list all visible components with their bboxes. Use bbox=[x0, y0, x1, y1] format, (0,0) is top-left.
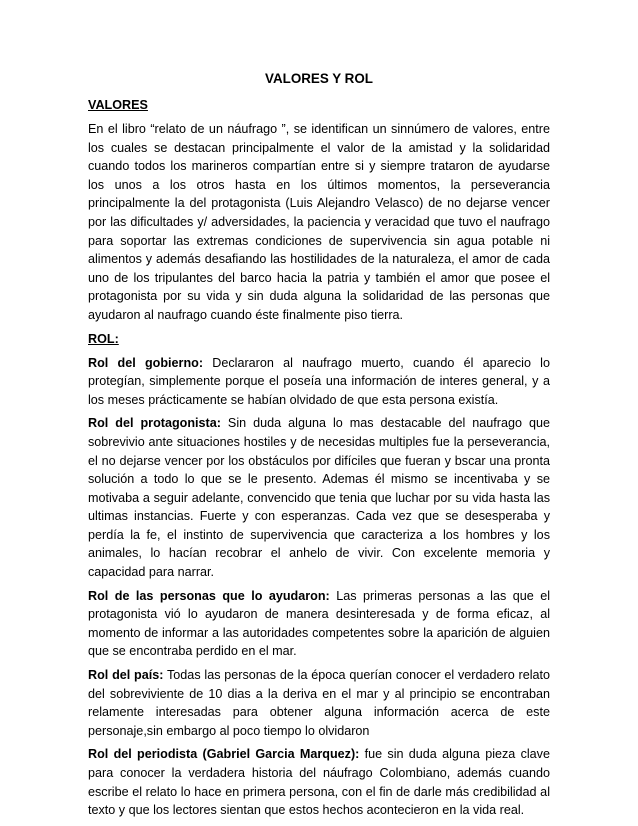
rol-periodista-text: fue sin duda alguna pieza clave para conocer la verdadera historia del náufrago Colombiano, además cuando escribe el relato lo hace en primera persona, con el fin de darle más credibilidad al texto y que los lectores sientan que estos hechos acontecieron en la vida real. bbox=[88, 747, 550, 818]
rol-protagonista-text: Sin duda alguna lo mas destacable del naufrago que sobrevivio ante situaciones hostiles y de necesidas multiples fue la perseverancia, el no dejarse vencer por los obstáculos por difíciles que fueran y bscar una pronta solución a todo lo que se le presento. Ademas él mismo se incentivaba y se motivaba a seguir adelante, convencido que tenia que luchar por su vida hasta las ultimas instancias. Fuerte y con esperanzas. Cada vez que se desesperaba y perdía la fe, el instinto de supervivencia que caracteriza a los hombres y los animales, lo hacían recobrar el anhelo de vivir. Con excelente memoria y capacidad para narrar. bbox=[88, 416, 550, 580]
rol-personas-paragraph bbox=[88, 587, 550, 661]
rol-periodista-paragraph bbox=[88, 745, 550, 819]
document-title: VALORES Y ROL bbox=[265, 71, 373, 86]
rol-gobierno-label: Rol del gobierno: bbox=[88, 355, 204, 370]
rol-pais-paragraph bbox=[88, 666, 550, 740]
valores-paragraph: En el libro “relato de un náufrago ”, se identifican un sinnúmero de valores, entre los cuales se destacan principalmente el valor de la amistad y la solidaridad cuando todos los marineros compartían entre si y siempre trataron de ayudarse los unos a los otros hasta en los últimos momentos, la perseverancia principalmente la del protagonista (Luis Alejandro Velasco) de no dejarse vencer por las dificultades y/ adversidades, la paciencia y veracidad que tuvo el naufrago para soportar las extremas condiciones de supervivencia sin agua potable ni alimentos y además desafiando las hostilidades de la naturaleza, el amor de cada uno de los tripulantes del barco hacia la patria y también el amor que posee el protagonista por su vida y sin duda alguna la solidaridad de las personas que ayudaron al naufrago cuando éste finalmente piso tierra. bbox=[88, 122, 550, 322]
rol-protagonista-paragraph bbox=[88, 414, 550, 581]
rol-periodista-label: Rol del periodista (Gabriel Garcia Marquez): bbox=[88, 747, 360, 762]
rol-gobierno-text: Declararon al naufrago muerto, cuando él aparecio lo protegían, simplemente porque el poseía una información de interes general, y a los meses prácticamente se habían olvidado de que esta persona existía. bbox=[88, 355, 550, 407]
rol-pais-text: Todas las personas de la época querían conocer el verdadero relato del sobreviviente de 10 dias a la deriva en el mar y al principio se encontraban relamente interesadas para obtener alguna información acerca de este personaje,sin embargo al poco tiempo lo olvidaron bbox=[88, 668, 550, 738]
rol-gobierno-paragraph bbox=[88, 354, 550, 410]
rol-heading: ROL: bbox=[88, 331, 119, 346]
document-page bbox=[88, 66, 550, 825]
rol-protagonista-label: Rol del protagonista: bbox=[88, 416, 221, 431]
rol-personas-text: Las primeras personas a las que el protagonista vió lo ayudaron de manera desinteresada y de forma eficaz, al momento de informar a las autoridades competentes sobre la aparición de alguien que se encontraba perdido en el mar. bbox=[88, 588, 550, 659]
valores-heading: VALORES bbox=[88, 98, 148, 112]
rol-pais-label: Rol del país: bbox=[88, 668, 164, 683]
rol-personas-label: Rol de las personas que lo ayudaron: bbox=[88, 588, 330, 603]
